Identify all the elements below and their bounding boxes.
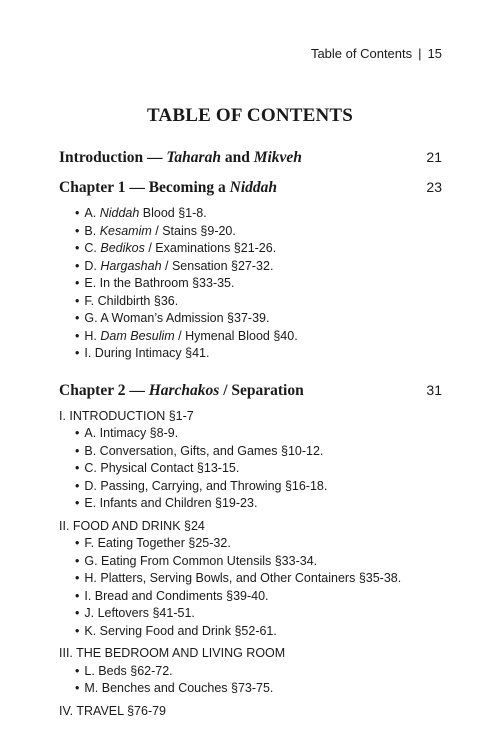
bullet-icon: •: [75, 241, 80, 255]
bullet-icon: •: [75, 206, 80, 220]
list-item[interactable]: • I. During Intimacy §41.: [59, 345, 442, 363]
list-item[interactable]: • B. Kesamim / Stains §9-20.: [59, 223, 442, 241]
toc-entry-chapter-1[interactable]: [59, 176, 442, 198]
bullet-icon: •: [75, 311, 80, 325]
bullet-icon: •: [75, 478, 80, 493]
bullet-icon: •: [75, 328, 80, 343]
toc-entry-chapter-2[interactable]: [59, 379, 442, 401]
table-of-contents: [59, 146, 442, 720]
running-header-section: Table of Contents: [310, 46, 413, 61]
bullet-icon: •: [75, 293, 80, 308]
list-item[interactable]: • I. Bread and Condiments §39-40.: [59, 588, 442, 606]
chapter-1-items: [59, 205, 442, 363]
list-item[interactable]: • M. Benches and Couches §73-75.: [59, 680, 442, 698]
list-item[interactable]: • F. Childbirth §36.: [59, 293, 442, 311]
bullet-icon: •: [75, 276, 80, 290]
list-item[interactable]: • D. Hargashah / Sensation §27-32.: [59, 258, 442, 276]
list-item[interactable]: • G. Eating From Common Utensils §33-34.: [59, 553, 442, 571]
list-item[interactable]: • A. Intimacy §8-9.: [59, 425, 442, 443]
bullet-icon: •: [75, 346, 80, 360]
toc-page-number: 23: [426, 179, 442, 195]
bullet-icon: •: [75, 606, 80, 620]
list-item[interactable]: • D. Passing, Carrying, and Throwing §16-18.: [59, 478, 442, 496]
toc-entry-title: Chapter 2 — Harchakos / Separation: [59, 381, 304, 399]
bullet-icon: •: [75, 496, 80, 510]
section-heading[interactable]: II. FOOD AND DRINK §24: [59, 518, 205, 533]
bullet-icon: •: [75, 258, 80, 273]
bullet-icon: •: [75, 461, 80, 475]
list-item[interactable]: • J. Leftovers §41-51.: [59, 605, 442, 623]
list-item[interactable]: • B. Conversation, Gifts, and Games §10-12.: [59, 443, 442, 461]
list-item[interactable]: • H. Dam Besulim / Hymenal Blood §40.: [59, 328, 442, 346]
bullet-icon: •: [75, 623, 80, 638]
list-item[interactable]: • C. Physical Contact §13-15.: [59, 460, 442, 478]
bullet-icon: •: [75, 663, 80, 678]
chapter-2-sections: [59, 408, 442, 721]
toc-entry-introduction[interactable]: [59, 146, 442, 168]
toc-page-number: 21: [426, 149, 442, 165]
bullet-icon: •: [75, 223, 80, 238]
list-item[interactable]: • F. Eating Together §25-32.: [59, 535, 442, 553]
list-item[interactable]: • A. Niddah Blood §1-8.: [59, 205, 442, 223]
list-item[interactable]: • C. Bedikos / Examinations §21-26.: [59, 240, 442, 258]
list-item[interactable]: • H. Platters, Serving Bowls, and Other Containers §35-38.: [59, 570, 442, 588]
section-heading[interactable]: I. INTRODUCTION §1-7: [59, 408, 194, 423]
page-title: TABLE OF CONTENTS: [146, 105, 354, 126]
bullet-icon: •: [75, 571, 80, 585]
page-number: 15: [427, 46, 442, 61]
section-heading[interactable]: IV. TRAVEL §76-79: [59, 703, 167, 718]
list-item[interactable]: • E. Infants and Children §19-23.: [59, 495, 442, 513]
bullet-icon: •: [75, 426, 80, 440]
toc-entry-title: Introduction — Taharah and Mikveh: [59, 149, 302, 166]
toc-entry-title: Chapter 1 — Becoming a Niddah: [59, 179, 278, 196]
list-item[interactable]: • L. Beds §62-72.: [59, 663, 442, 681]
bullet-icon: •: [75, 536, 80, 550]
toc-page-number: 31: [426, 381, 442, 398]
running-header: [311, 46, 442, 62]
bullet-icon: •: [75, 681, 80, 695]
bullet-icon: •: [75, 588, 80, 603]
list-item[interactable]: • E. In the Bathroom §33-35.: [59, 275, 442, 293]
running-header-separator: |: [418, 46, 422, 61]
list-item[interactable]: • K. Serving Food and Drink §52-61.: [59, 623, 442, 641]
list-item[interactable]: • G. A Woman’s Admission §37-39.: [59, 310, 442, 328]
section-heading[interactable]: III. THE BEDROOM AND LIVING ROOM: [59, 646, 286, 660]
bullet-icon: •: [75, 553, 80, 568]
bullet-icon: •: [75, 443, 80, 458]
